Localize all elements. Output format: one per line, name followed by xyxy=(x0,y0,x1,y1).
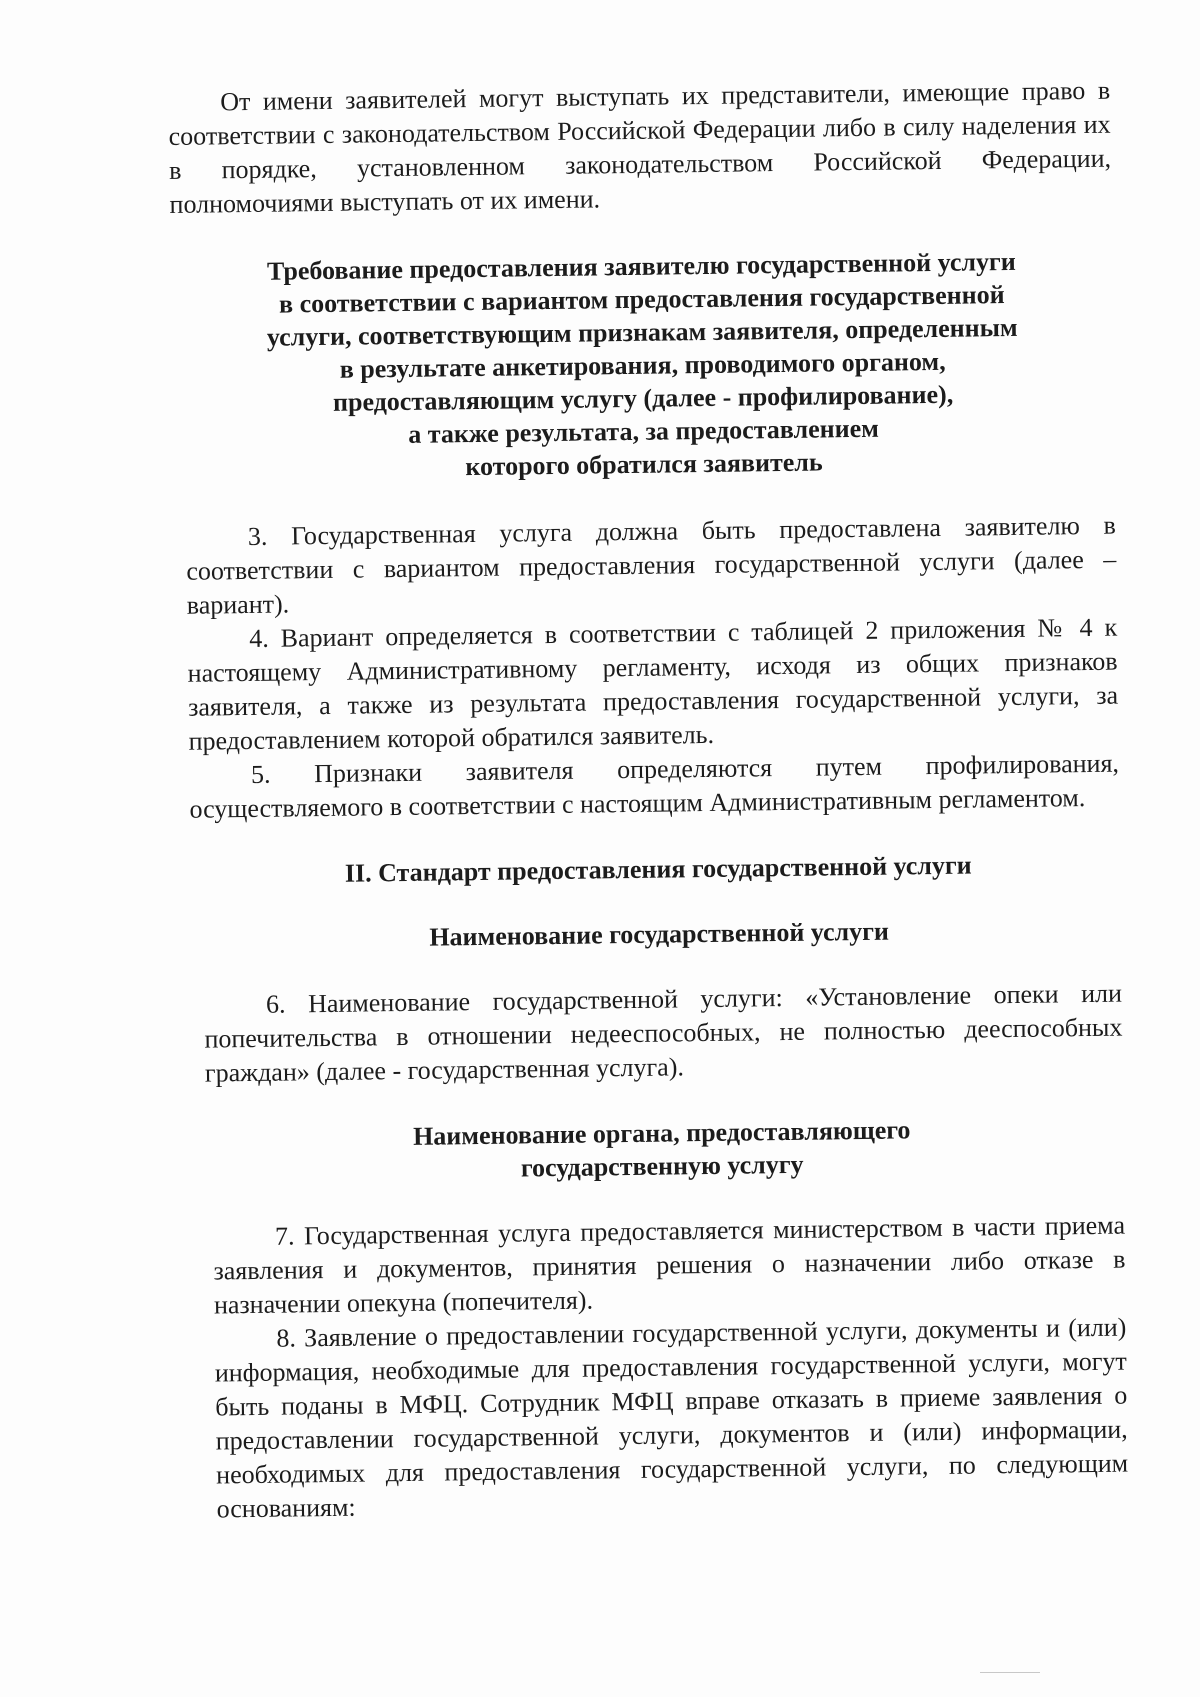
heading-organ-line: Наименование органа, предоставляющего xyxy=(412,1115,911,1151)
heading-requirement-line: в результате анкетирования, проводимого органом, xyxy=(339,346,946,384)
document-content xyxy=(168,74,1129,1527)
paragraph-7: 7. Государственная услуга предоставляется министерством в части приема заявления и документов, принятия решения о назначении либо отказе в назначении опекуна (попечителя). xyxy=(213,1210,1126,1320)
scan-artifact xyxy=(980,1672,1040,1673)
paragraph-8: 8. Заявление о предоставлении государственной услуги, документы и (или) информация, необходимые для предоставления государственной услуги, могут быть поданы в МФЦ. Сотрудник МФЦ вправе отказать в приеме заявления о предоставлении государственной услуги, документов и (или) информации, необходимых для предоставления государственной услуги, по следующим основаниям: xyxy=(214,1312,1129,1524)
paragraph-3: 3. Государственная услуга должна быть предоставлена заявителю в соответствии с вариантом предоставления государственной услуги (далее – вариант). xyxy=(186,510,1117,620)
paragraph-3-wrap xyxy=(174,509,1117,623)
heading-requirement-line: в соответствии с вариантом предоставления государственной xyxy=(278,280,1005,319)
section-heading: II. Стандарт предоставления государственной услуги xyxy=(344,850,972,888)
heading-requirement-line: Требование предоставления заявителю государственной услуги xyxy=(266,246,1016,286)
paragraph-4-wrap xyxy=(175,611,1119,759)
heading-requirement-line: предоставляющим услугу (далее - профилирование), xyxy=(332,379,954,417)
heading-requirement xyxy=(170,244,1115,487)
heading-service-name: Наименование государственной услуги xyxy=(429,916,890,952)
heading-organ-line: государственную услугу xyxy=(520,1149,804,1183)
paragraph-6: 6. Наименование государственной услуги: «Установление опеки или попечительства в отношении недееспособных, не полностью дееспособных граждан» (далее - государственная услуга). xyxy=(204,978,1123,1088)
heading-requirement-line: которого обратился заявитель xyxy=(465,447,823,482)
paragraph-8-wrap xyxy=(184,1311,1129,1527)
paragraph-6-wrap xyxy=(180,977,1123,1091)
paragraph-5: 5. Признаки заявителя определяются путем профилирования, осуществляемого в соответствии с настоящим Административным регламентом. xyxy=(189,748,1120,824)
paragraph-representatives: От имени заявителей могут выступать их представители, имеющие право в соответствии с законодательством Российской Федерации либо в силу наделения их в порядке, установленном законодательством Российской Федерации, полномочиями выступать от их имени. xyxy=(168,75,1112,219)
heading-requirement-line: услуги, соответствующим признакам заявителя, определенным xyxy=(266,312,1018,352)
heading-organ xyxy=(182,1111,1125,1189)
paragraph-7-wrap xyxy=(183,1209,1126,1323)
paragraph-5-wrap xyxy=(177,747,1120,827)
heading-requirement-line: а также результата, за предоставлением xyxy=(408,413,880,449)
paragraph-4: 4. Вариант определяется в соответствии с таблицей 2 приложения № 4 к настоящему Административному регламенту, исходя из общих признаков заявителя, а также из результата предоставления государственной услуги, за предоставлением которой обратился заявитель. xyxy=(187,612,1119,756)
